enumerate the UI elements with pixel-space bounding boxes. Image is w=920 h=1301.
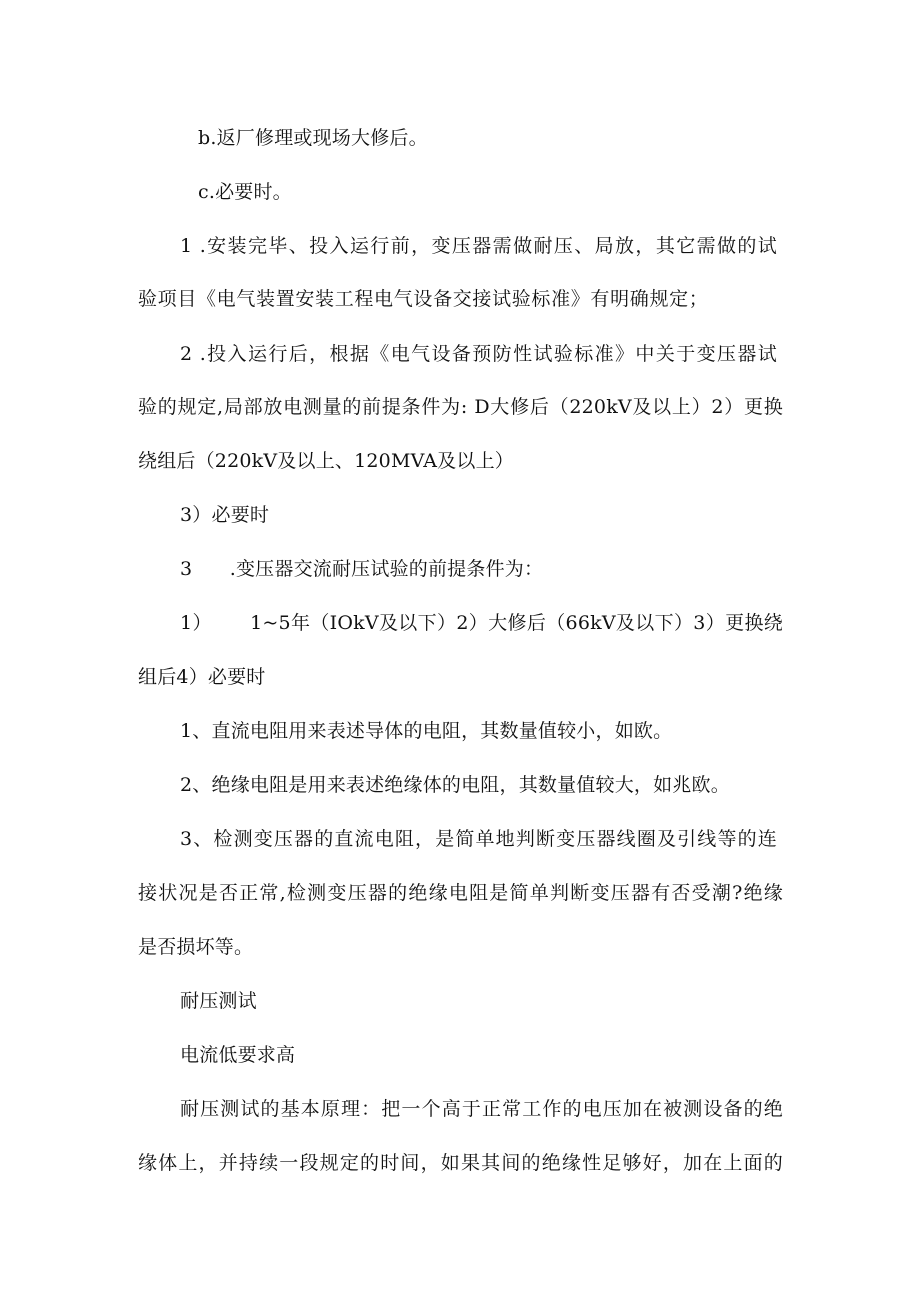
text-line-item2-a: 2 .投入运行后，根据《电气设备预防性试验标准》中关于变压器试 (180, 343, 777, 365)
text-line-b: b.返厂修理或现场大修后。 (198, 127, 428, 149)
text-line-principle-a: 耐压测试的基本原理：把一个高于正常工作的电压加在被测设备的绝 (180, 1098, 783, 1120)
text-line-detect-c: 是否损坏等。 (138, 936, 254, 958)
text-line-detect-b: 接状况是否正常,检测变压器的绝缘电阻是简单判断变压器有否受潮?绝缘 (138, 882, 783, 904)
text-line-c: c.必要时。 (198, 181, 292, 203)
text-line-item2-c: 绕组后（220kV及以上、120MVA及以上） (138, 450, 514, 472)
text-line-item3-c: 组后4）必要时 (138, 666, 266, 688)
text-line-item3-b: 1） 1~5年（IOkV及以下）2）大修后（66kV及以下）3）更换绕 (180, 612, 783, 634)
text-line-item2-b: 验的规定,局部放电测量的前提条件为: D大修后（220kV及以上）2）更换 (138, 396, 783, 418)
text-line-item1-a: 1 .安装完毕、投入运行前，变压器需做耐压、局放，其它需做的试 (180, 235, 777, 257)
text-line-insulation-resistance: 2、绝缘电阻是用来表述绝缘体的电阻，其数量值较大，如兆欧。 (180, 774, 730, 796)
section-heading-withstand-test: 耐压测试 (180, 990, 257, 1012)
section-subheading: 电流低要求高 (180, 1044, 296, 1066)
text-line-item3-a: 3 .变压器交流耐压试验的前提条件为： (180, 558, 544, 580)
text-line-item1-b: 验项目《电气装置安装工程电气设备交接试验标准》有明确规定； (138, 288, 708, 310)
text-line-principle-b: 缘体上，并持续一段规定的时间，如果其间的绝缘性足够好，加在上面的 (138, 1152, 783, 1174)
text-line-dc-resistance: 1、直流电阻用来表述导体的电阻，其数量值较小，如欧。 (180, 720, 673, 742)
text-line-item2-d: 3）必要时 (180, 504, 270, 526)
text-line-detect-a: 3、检测变压器的直流电阻，是简单地判断变压器线圈及引线等的连 (180, 828, 777, 850)
